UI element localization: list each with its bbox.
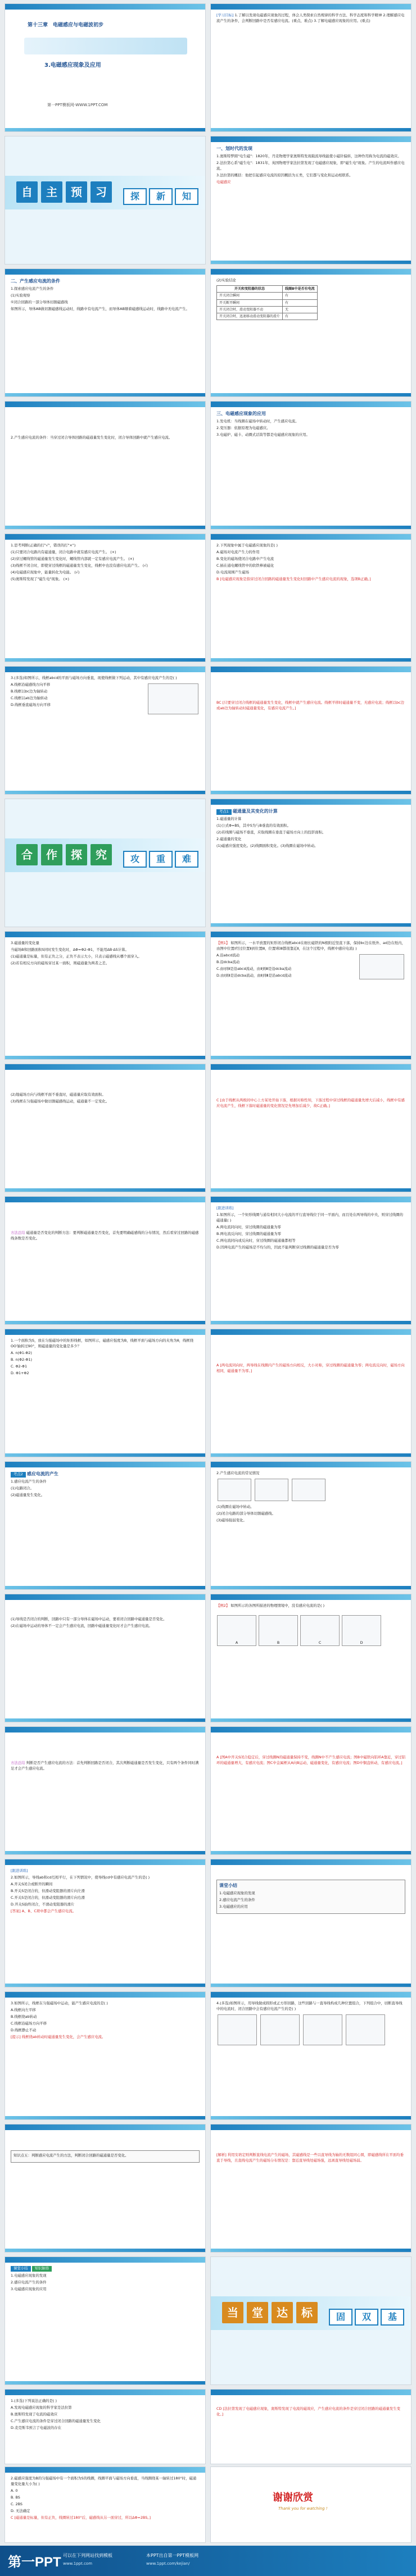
- section-char: 自: [16, 181, 38, 203]
- summary-item: 3.电磁感应现象的应用: [11, 2286, 47, 2291]
- slide-example-1[interactable]: [210, 931, 412, 1060]
- topic-tag: 考点2: [11, 1472, 26, 1478]
- paragraph: (1)实验观察: [11, 293, 30, 298]
- example-tag: 【例2】: [216, 1603, 230, 1608]
- slide-footer-bar: [211, 1188, 411, 1192]
- slide-section-explore[interactable]: [4, 799, 206, 927]
- ad-link[interactable]: www.1ppt.com/kejian/: [146, 2561, 190, 2566]
- option[interactable]: B. BS: [11, 2495, 20, 2500]
- example-tag: 【例1】: [216, 941, 230, 945]
- option[interactable]: A.磁场对电流产生力的作用: [216, 549, 260, 554]
- slide-footer-bar: [5, 1321, 205, 1324]
- slide-experiment-table[interactable]: [210, 268, 412, 397]
- slide-footer-bar: [211, 2249, 411, 2252]
- answer: C [由于线框从两极间中心上方某处开始下落，根据对称性知，下落过程中穿过线框的磁通量先增大后减小，线框中有感应电流产生，线框下落时磁通量的变化情况是先增加后减少，故C正确。]: [216, 1098, 405, 1108]
- question: 1.如图所示，一个矩形线圈与通有相同大小电流的平行直导线位于同一平面内，而且处在两导线的中央，则穿过线圈的磁通量( ): [216, 1212, 404, 1223]
- paragraph: 3.电磁炉、磁卡、动圈式话筒等都是电磁感应现象的应用。: [216, 432, 310, 437]
- slide-footer-bar: [211, 1851, 411, 1854]
- cell: 有: [283, 293, 318, 299]
- paragraph: (1)导线是否闭合的判断，回路中只有一部分导体在磁场中运动，要看闭合回路中磁通量是否变化。: [11, 1617, 167, 1621]
- field-diagram: [148, 683, 198, 714]
- slide-practice-2[interactable]: [4, 2466, 206, 2543]
- question: 2.下列现象中属于电磁感应现象的是( ): [216, 543, 278, 548]
- slide-footer-bar: [5, 2381, 205, 2384]
- question: 1.(多选)下列说法正确的是( ): [11, 2399, 57, 2403]
- slide-footer-bar: [211, 923, 411, 927]
- section-char: 作: [41, 844, 62, 865]
- option[interactable]: C.线框以ab边为轴转动: [11, 695, 48, 700]
- summary-item: 3.电磁感应的应用: [219, 1904, 248, 1909]
- method-tag: 方法总结: [11, 1230, 25, 1235]
- option[interactable]: C. Φ2-Φ1: [11, 1364, 28, 1369]
- slide-header-bar: [5, 402, 205, 407]
- option[interactable]: C.产生感应电流的条件是穿过闭合回路的磁通量发生变化: [11, 2418, 101, 2423]
- slide-header-bar: [5, 932, 205, 937]
- section-char: 攻: [123, 851, 147, 868]
- slide-lesson-summary[interactable]: [4, 2256, 206, 2385]
- section-char: 达: [272, 2302, 293, 2323]
- slide-header-bar: [211, 1462, 411, 1467]
- slide-common-cases[interactable]: [210, 1461, 412, 1590]
- summary-heading: 课堂小结: [219, 1883, 237, 1888]
- case-figure: [218, 1479, 251, 1501]
- section-char: 堂: [247, 2302, 268, 2323]
- slide-flux-question[interactable]: [4, 1329, 206, 1457]
- paragraph: 当磁场B和回路面积S同时发生变化时，ΔΦ=Φ2-Φ1，不能用ΔB·ΔS计算。: [11, 947, 129, 952]
- slide-footer-bar: [211, 658, 411, 662]
- option[interactable]: B.开关S是闭合的，但滑动变阻器的滑片向左滑: [11, 1888, 85, 1893]
- slide-header-bar: [5, 1594, 205, 1600]
- option-figure[interactable]: [303, 2014, 342, 2045]
- option[interactable]: B.两电流反向时，穿过线圈的磁通量为零: [216, 1231, 282, 1236]
- slide-header-bar: [211, 1064, 411, 1070]
- option[interactable]: D.线框静止不动: [11, 2027, 37, 2032]
- slide-answer-3[interactable]: [210, 666, 412, 795]
- summary-tag: 知识脉络: [32, 2266, 52, 2272]
- option-figure[interactable]: [300, 1615, 340, 1646]
- slide-footer-bar: [5, 658, 205, 662]
- slide-condition-summary[interactable]: [4, 401, 206, 530]
- question: 3.(多选)如图所示，线框abcd的平面与磁场方向垂直，现使线框做下列运动，其中有感应电流产生的是( ): [11, 676, 177, 680]
- case-figure: [255, 1479, 288, 1501]
- paragraph: (3)线框在匀强磁场中做切割磁感线运动，磁通量不一定变化。: [11, 1098, 110, 1104]
- slide-header-bar: [5, 1329, 205, 1335]
- paragraph: (2)闭合电路的部分导体切割磁感线。: [216, 1511, 275, 1516]
- slide-header-bar: [211, 1859, 411, 1865]
- answer: [解析] 利用安培定则判断直线电流产生的磁场，其磁感线是一些以直导线为轴的无数组同心圆，即磁感线所在平面均垂直于导线，且直线电流产生的磁场分布情况是：靠近直导线处磁场强，远离直导线处磁场弱。: [216, 2153, 404, 2163]
- paragraph: 2.产生感应电流的条件：当穿过闭合导体回路的磁通量发生变化时，闭合导体回路中就产生感应电流。: [11, 435, 173, 440]
- slide-footer-bar: [211, 393, 411, 396]
- slide-header-bar: [211, 1992, 411, 1998]
- table-header: 线圈B中是否有电流: [283, 285, 318, 292]
- slide-footer-bar: [5, 128, 205, 131]
- slide-footer-bar: [5, 2249, 205, 2252]
- paragraph: ①闭合回路的一部分导体切割磁感线: [11, 300, 68, 305]
- question: 2.磁感应强度为B的匀强磁场中有一个面积为S的线圈，线圈平面与磁场方向垂直，当线圈绕某一轴转过180°时，磁通量变化量大小为( ): [11, 2476, 197, 2486]
- slide-footer-bar: [5, 791, 205, 794]
- slide-topic-2[interactable]: [4, 1461, 206, 1590]
- figure-label: C: [318, 1640, 322, 1645]
- slide-footer-bar: [211, 1718, 411, 1722]
- answer: CD [法拉第发现了电磁感应现象，奥斯特发现了电流的磁效应，产生感应电流的条件是穿过闭合回路的磁通量发生变化。]: [216, 2406, 401, 2417]
- follow-up-label: [跟进训练]: [11, 1868, 28, 1873]
- paragraph: (1)线圈在磁场中转动。: [216, 1504, 254, 1509]
- slide-answer-example-2[interactable]: [210, 1726, 412, 1855]
- summary-item: 2.感应电流产生的条件: [219, 1898, 255, 1903]
- question: 如图所示的各图所描述的物理情境中，没有感应电流的是( ): [230, 1603, 325, 1608]
- slide-header-bar: [211, 932, 411, 937]
- option[interactable]: B. n(Φ2-Φ1): [11, 1357, 32, 1362]
- section-char: 预: [66, 181, 87, 203]
- section-char: 当: [222, 2302, 243, 2323]
- paragraph: (2)若有相反方向的磁场穿过某一面积，则磁通量为两者之差。: [11, 960, 110, 965]
- slide-header-bar: [211, 799, 411, 805]
- slide-header-bar: [5, 2390, 205, 2395]
- slide-cover[interactable]: [4, 3, 206, 132]
- slide-header-bar: [5, 1462, 205, 1467]
- slide-header-bar: [5, 1992, 205, 1998]
- option[interactable]: B.奥斯特发现了电流的磁效应: [11, 2411, 58, 2417]
- slide-header-bar: [211, 402, 411, 407]
- topic-title: 磁通量及其变化的计算: [232, 809, 278, 814]
- cover-banner: [24, 38, 187, 54]
- cell: 开关闭合时，迅速移动滑动变阻器的滑片: [217, 313, 283, 320]
- paragraph: 1.磁通量的计算: [216, 816, 242, 821]
- slide-footer-bar: [5, 2116, 205, 2119]
- section-char: 习: [91, 181, 112, 203]
- cell: 无: [283, 306, 318, 313]
- slide-question-3[interactable]: [4, 666, 206, 795]
- section-char: 标: [296, 2302, 318, 2323]
- option[interactable]: D.电流周围产生磁场: [216, 569, 250, 575]
- option[interactable]: D.麦克斯韦预言了电磁波的存在: [11, 2425, 62, 2430]
- option-figure[interactable]: [260, 2014, 300, 2045]
- slide-practice-1[interactable]: [4, 2389, 206, 2464]
- section-heading: 三、电磁感应现象的应用: [216, 411, 266, 416]
- slide-method-1[interactable]: [4, 1196, 206, 1325]
- section-char: 主: [41, 181, 62, 203]
- answer: C [磁通量是标量，但有正负，线圈转过180°后，磁感线从另一面穿过，所以ΔΦ=2BS。]: [11, 2515, 151, 2520]
- slide-question-2[interactable]: [210, 534, 412, 662]
- slide-header-bar: [5, 2124, 205, 2130]
- paragraph: (1)磁感应强度变化。(2)线圈面积变化。(3)线圈在磁场中转动。: [216, 843, 318, 848]
- paragraph: 3.磁通量的变化量: [11, 941, 39, 945]
- summary-item: 1.电磁感应现象的发现: [11, 2273, 47, 2278]
- option[interactable]: C.两电流同向或反向时，穿过线圈的磁通量都相等: [216, 1238, 296, 1243]
- slide-footer-bar: [211, 1984, 411, 1987]
- slide-header-bar: [5, 1859, 205, 1865]
- experiment-table: [216, 285, 318, 320]
- paragraph: 2.磁通量的变化: [216, 836, 242, 841]
- objectives-label: [学习目标]: [216, 13, 234, 17]
- highlight-term: 电磁感应: [216, 180, 231, 185]
- list-item: (2)穿过螺线管的磁通量发生变化时，螺线管内部就一定有感应电流产生。 (×): [11, 556, 134, 561]
- paragraph: (2)实验结论: [216, 278, 236, 282]
- slide-header-bar: [5, 667, 205, 672]
- ad-text: 可以在下列网站找到模板: [63, 2553, 112, 2558]
- slide-footer-bar: [211, 1321, 411, 1324]
- option[interactable]: C.线框沿磁场方向平移: [11, 2021, 47, 2026]
- slide-follow-up-1[interactable]: [210, 1196, 412, 1325]
- slide-section-practice[interactable]: [210, 2256, 412, 2385]
- slide-answer-follow-1[interactable]: [210, 1329, 412, 1457]
- option[interactable]: D.由Ⅰ到Ⅱ是沿dcba流动，由Ⅱ到Ⅲ是沿abcd流动: [216, 973, 292, 978]
- slide-header-bar: [211, 136, 411, 142]
- option[interactable]: D. Φ1+Φ2: [11, 1370, 29, 1375]
- option-figure[interactable]: [217, 1615, 256, 1646]
- paragraph: (1)磁通量是标量，但有正负之分，正负不表示大小，只表示磁感线从哪个面穿入。: [11, 954, 142, 959]
- option[interactable]: A.线框沿磁感线方向平移: [11, 682, 51, 687]
- paragraph: 1.奥斯特梦圆"电生磁"：1820年，丹麦物理学家奥斯特发现载流导线能使小磁针偏转，这种作用称为电流的磁效应。: [216, 154, 401, 159]
- slide-header-bar: [5, 1064, 205, 1070]
- question: 3.如图所示，线框在匀强磁场中运动，能产生感应电流的是( ): [11, 2001, 108, 2005]
- section-char: 合: [16, 844, 38, 865]
- method-tag: 方法总结: [11, 1761, 25, 1765]
- cell: 开关断开瞬间: [217, 299, 283, 306]
- table-row: [217, 293, 318, 299]
- case-figure: [292, 1479, 325, 1501]
- option[interactable]: A. 0: [11, 2488, 18, 2493]
- knowledge-text: 知识点五：判断感应电流产生的方法，判断闭合回路的磁通量是否变化。: [13, 2153, 129, 2158]
- section-char: 探: [66, 844, 87, 865]
- question: 如图所示，一水平放置的矩形闭合线框abcd在细长磁铁的N极附近竖直下落，保持bc边在纸外、ad边在纸内，由图中位置Ⅰ经过位置Ⅱ到位置Ⅲ，位置Ⅰ和Ⅲ都很靠近Ⅱ，在这个过程中，线框中感应电流( ): [216, 941, 405, 951]
- slide-footer-bar: [211, 791, 411, 794]
- slide-question-5[interactable]: [4, 1991, 206, 2120]
- answer: [提示] 线框绕ab转动时磁通量发生变化，会产生感应电流。: [11, 2034, 106, 2039]
- slide-flux-topic[interactable]: [210, 799, 412, 927]
- option[interactable]: D.开关S始终闭合，不滑动变阻器的滑片: [11, 1902, 75, 1907]
- slide-follow-up-2[interactable]: [4, 1859, 206, 1987]
- table-row: [217, 299, 318, 306]
- paragraph: 1.感应电流产生的条件: [11, 1479, 47, 1484]
- topic-tag: 考点1: [216, 809, 232, 815]
- option-figure[interactable]: [342, 1615, 381, 1646]
- cell: 有: [283, 313, 318, 320]
- section-heading: 二、产生感应电流的条件: [11, 279, 60, 284]
- summary-item: 1.电磁感应现象的发现: [219, 1891, 255, 1896]
- cell: 开关闭合瞬间: [217, 293, 283, 299]
- paragraph: (1)电路闭合。: [11, 1485, 34, 1490]
- option-figure[interactable]: [218, 2014, 257, 2045]
- slide-header-bar: [5, 1727, 205, 1732]
- option[interactable]: B.沿dcba流动: [216, 959, 240, 964]
- paragraph: 磁通量是否变化的判断方法：要判断磁通量是否变化，首先要明确磁感线的分布情况，然后看穿过回路的磁感线条数是否变化。: [11, 1230, 199, 1241]
- slide-footer-bar: [5, 1586, 205, 1589]
- answer: BC [只要穿过闭合线框的磁通量发生变化，线框中就产生感应电流。线框平移时磁通量不变，无感应电流；线框以bc边或ab边为轴转动时磁通量变化，有感应电流产生。]: [216, 700, 404, 710]
- option[interactable]: B.线框绕ab转动: [11, 2014, 37, 2019]
- slide-footer-bar: [5, 1453, 205, 1457]
- slide-applications[interactable]: [210, 401, 412, 530]
- option[interactable]: A.开关S闭合或断开的瞬间: [11, 1881, 53, 1886]
- paragraph: (3)磁场强弱变化。: [216, 1517, 247, 1522]
- list-item: (4)电磁感应现象中，能量转化为电能。 (√): [11, 569, 80, 575]
- ad-text: 本PPT出自第一PPT模板网: [146, 2553, 199, 2558]
- cell: 有: [283, 299, 318, 306]
- thanks-title: 谢谢欣赏: [273, 2492, 313, 2504]
- answer: A [两电流同向时，两导线在线圈内产生的磁场方向相反，大小对称，穿过线圈的磁通量为零；两电流反向时，磁场方向相同，磁通量不为零。]: [216, 1363, 405, 1373]
- paragraph: 1.探索感应电流产生的条件: [11, 286, 54, 291]
- option[interactable]: A.线框向左平移: [11, 2007, 36, 2012]
- list-item: (3)线框不闭合时，即使穿过线框的磁通量发生变化，线框中也没有感应电流产生。 (√): [11, 563, 148, 568]
- slide-section-preview[interactable]: [4, 136, 206, 265]
- section-char: 双: [355, 2309, 378, 2326]
- answer: [答案] A、B、C项中都会产生感应电流。: [11, 1908, 76, 1913]
- option[interactable]: A. n(Φ1-Φ2): [11, 1350, 32, 1355]
- paragraph: (1)公式Φ=BS，其中S为与B垂直的有效面积。: [216, 823, 291, 828]
- slide-flux-change[interactable]: [4, 931, 206, 1060]
- option[interactable]: D.线框垂直磁场方向平移: [11, 702, 51, 707]
- lesson-title: 3.电磁感应现象及应用: [44, 62, 101, 69]
- slide-true-false[interactable]: [4, 534, 206, 662]
- option[interactable]: A.发现电磁感应现象的科学家是法拉第: [11, 2405, 72, 2410]
- option[interactable]: C.由Ⅰ到Ⅱ是沿abcd流动，由Ⅱ到Ⅲ是沿dcba流动: [216, 966, 292, 971]
- slide-header-bar: [211, 667, 411, 672]
- slide-footer-bar: [211, 1056, 411, 1059]
- slide-footer-bar: [211, 1453, 411, 1457]
- slide-header-bar: [5, 4, 205, 10]
- slide-discovery[interactable]: [210, 136, 412, 265]
- section-char: 基: [381, 2309, 404, 2326]
- slide-knowledge-box[interactable]: [4, 2124, 206, 2253]
- slide-footer-bar: [5, 1056, 205, 1059]
- slide-header-bar: [211, 1329, 411, 1335]
- slide-header-bar: [5, 269, 205, 275]
- paragraph: 1.发电机：当线圈在磁场中转动时，产生感应电流。: [216, 419, 299, 424]
- slide-header-bar: [5, 2467, 205, 2473]
- slide-header-bar: [211, 2124, 411, 2130]
- slide-footer-bar: [5, 526, 205, 529]
- magnet-diagram: [359, 954, 404, 979]
- slide-conditions[interactable]: [4, 268, 206, 397]
- paragraph: 2.产生感应电流的常见情况: [216, 1471, 260, 1475]
- table-header: 开关和变阻器的状态: [217, 285, 283, 292]
- option[interactable]: B.线框以bc边为轴转动: [11, 689, 48, 694]
- option[interactable]: A.两电流同向时，穿过线圈的磁通量为零: [216, 1224, 281, 1229]
- footer-ad-banner[interactable]: [0, 2546, 416, 2576]
- section-char: 新: [149, 188, 173, 205]
- slide-header-bar: [211, 2390, 411, 2395]
- figure-label: B: [277, 1640, 280, 1645]
- option[interactable]: C.开关S是闭合的，但滑动变阻器的滑片向右滑: [11, 1895, 85, 1900]
- slide-practice-1-answer[interactable]: [210, 2389, 412, 2464]
- figure-label: A: [235, 1640, 238, 1645]
- slide-header-bar: [211, 1727, 411, 1732]
- slide-header-bar: [211, 534, 411, 540]
- section-char: 知: [175, 188, 198, 205]
- paragraph: (2)磁通量发生变化。: [11, 1492, 45, 1497]
- slide-objectives[interactable]: [210, 3, 412, 132]
- slide-footer-bar: [211, 261, 411, 264]
- option[interactable]: D. 无法确定: [11, 2508, 30, 2513]
- slide-notes-2[interactable]: [4, 1594, 206, 1722]
- slide-footer-bar: [5, 1718, 205, 1722]
- slide-footer-bar: [211, 2116, 411, 2119]
- chapter-title: 第十三章 电磁感应与电磁波初步: [28, 22, 104, 28]
- slide-header-bar: [5, 2257, 205, 2263]
- option-figure[interactable]: [259, 1615, 298, 1646]
- section-char: 固: [329, 2309, 352, 2326]
- slide-footer-bar: [211, 1586, 411, 1589]
- brand-logo: 第一PPT: [8, 2555, 61, 2570]
- question: 1.思考判断(正确的打"√"，错误的打"×"): [11, 543, 76, 548]
- slide-header-bar: [211, 1197, 411, 1202]
- list-item: (5)奥斯特发现了"磁生电"现象。 (×): [11, 576, 69, 581]
- slide-header-bar: [211, 269, 411, 275]
- paragraph: (2)若线圈与磁场不垂直，应取线圈在垂直于磁场方向上的投影面积。: [216, 829, 326, 835]
- slide-header-bar: [211, 1594, 411, 1600]
- slide-footer-bar: [5, 393, 205, 396]
- option-figure[interactable]: [346, 2014, 385, 2045]
- paragraph: 如图所示，导体AB做切割磁感线运动时，线路中有电流产生，而导体AB顺着磁感线运动时，线路中无电流产生。: [11, 307, 189, 312]
- slide-analysis-6[interactable]: [210, 2124, 412, 2253]
- slide-footer-bar: [5, 1984, 205, 1987]
- paragraph: 2.变压器：依据原理为电磁感应。: [216, 426, 270, 431]
- paragraph: (2)在磁场中运动的导体不一定会产生感应电流，回路中磁通量变化时才会产生感应电流。: [11, 1623, 152, 1628]
- answer: A [图A中开关S闭合稳定后，穿过线圈N的磁通量保持不变，线圈N中不产生感应电流；图B中磁铁向铝环A靠近，穿过铝环的磁通量增大，有感应电流；图C中金属框从A向B运动，磁通量变化，有感应电流；图D中铜盘转动，有感应电流。]: [216, 1755, 405, 1765]
- question: 2.如图所示，导线ab和cd互相平行，在下列情况中，使导线cd中有感应电流产生的是( ): [11, 1875, 150, 1880]
- slide-method-2[interactable]: [4, 1726, 206, 1855]
- paragraph: 判断是否产生感应电流的方法：首先判断回路是否闭合，其次判断磁通量是否发生变化，只有两个条件同时满足才会产生感应电流。: [11, 1761, 199, 1771]
- slide-header-bar: [5, 534, 205, 540]
- option[interactable]: B.变化的磁场使闭合电路中产生电流: [216, 556, 274, 561]
- topic-title: 感应电流的产生: [26, 1471, 58, 1476]
- question: 1.一个面积为S，放在匀强磁场中的矩形线框，如图所示，磁感应强度为B，线框平面与磁场方向的夹角为θ，线框绕OO′轴转过90°，则磁通量的变化量是多少？: [11, 1338, 194, 1348]
- figure-label: D: [360, 1640, 363, 1645]
- question: 4.(多选)如图所示，用导线做成圆形或正方形回路，这些回路与一直导线构成几种位置组合，下列组合中，切断直导线中的电流时，闭合回路中会有感应电流产生的是( ): [216, 2001, 403, 2011]
- slide-footer-bar: [5, 1188, 205, 1192]
- slide-example-2[interactable]: [210, 1594, 412, 1722]
- paragraph: (2)地磁场方向与线框平面不垂直时，磁通量应取有效面积。: [11, 1092, 106, 1097]
- section-heading: 一、划时代的发现: [216, 146, 252, 151]
- slide-footer-bar: [211, 128, 411, 131]
- table-row: [217, 306, 318, 313]
- site-url: 第一PPT模板网-WWW.1PPT.COM: [47, 103, 108, 107]
- option[interactable]: C. 2BS: [11, 2501, 22, 2506]
- slide-footer-bar: [211, 526, 411, 529]
- slide-summary-box[interactable]: [210, 1859, 412, 1987]
- paragraph: 2.法拉第心系"磁生电"：1831年，英国物理学家法拉第发现了电磁感应现象，即"磁生电"现象。产生的电流叫作感应电流。: [216, 161, 405, 171]
- slide-question-6[interactable]: [210, 1991, 412, 2120]
- section-char: 难: [175, 851, 198, 868]
- slide-header-bar: [5, 1197, 205, 1202]
- cell: 开关闭合时，滑动变阻器不动: [217, 306, 283, 313]
- slide-answer-example-1[interactable]: [210, 1064, 412, 1192]
- option[interactable]: C.插在通电螺线管中的软铁棒被磁化: [216, 563, 274, 568]
- section-char: 究: [91, 844, 112, 865]
- follow-up-label: [跟进训练]: [216, 1206, 234, 1210]
- list-item: (1)只要闭合电路内有磁通量，闭合电路中就有感应电流产生。 (×): [11, 549, 116, 554]
- slide-header-bar: [211, 4, 411, 10]
- summary-tag: 课堂小结: [11, 2266, 31, 2272]
- objectives-text: 1.了解以发现电磁感应现象的过程，体会人类探索自然规律的科学方法、科学态度和科学精神 2.理解感应电流产生的条件，会判断回路中是否有感应电流。(重点，难点) 3.了解电磁感应现象的应用。(重点): [216, 13, 405, 23]
- slide-footer-bar: [5, 1851, 205, 1854]
- table-row: [217, 313, 318, 320]
- thanks-subtitle: Thank you for watching !: [278, 2506, 328, 2511]
- slide-thanks[interactable]: [210, 2466, 412, 2543]
- paragraph: 3.法拉第的概括：他把引起感应电流的原因概括为五类，它们都与变化和运动相联系。: [216, 173, 353, 178]
- option[interactable]: A.沿abcd流动: [216, 952, 240, 958]
- slide-flux-notes[interactable]: [4, 1064, 206, 1192]
- ad-link[interactable]: www.1ppt.com: [63, 2561, 93, 2566]
- section-char: 探: [123, 188, 147, 205]
- section-char: 重: [149, 851, 173, 868]
- answer: B [电磁感应现象是指穿过闭合回路的磁通量发生变化时回路中产生感应电流的现象，选项B正确。]: [216, 576, 371, 581]
- option[interactable]: D.因两电流产生的磁场是不均匀的，因此不能判断穿过线圈的磁通量是否为零: [216, 1244, 339, 1250]
- summary-item: 2.感应电流产生的条件: [11, 2279, 47, 2285]
